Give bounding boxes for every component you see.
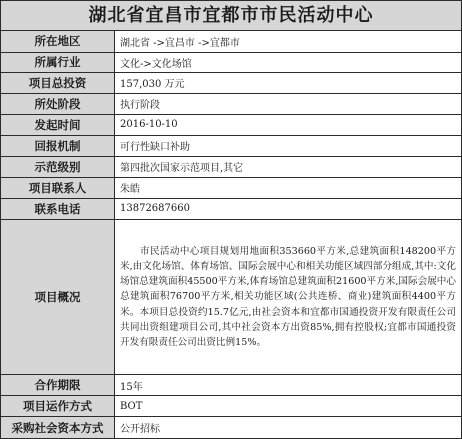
value-operation-mode: BOT [115,396,462,417]
value-region: 湖北省 ->宜昌市 ->宜都市 [115,31,462,52]
row-contact [1,177,461,198]
label-demo-level: 示范级别 [1,156,115,177]
label-operation-mode: 项目运作方式 [1,396,115,417]
label-procurement: 采购社会资本方式 [1,417,115,438]
value-industry: 文化->文化场馆 [115,52,462,72]
label-stage: 所处阶段 [1,93,115,114]
label-phone: 联系电话 [1,198,115,219]
page-title: 湖北省宜昌市宜都市市民活动中心 [1,1,461,31]
row-stage [1,93,461,114]
value-procurement: 公开招标 [115,417,462,438]
label-term: 合作期限 [1,375,115,396]
value-total-investment: 157,030 万元 [115,72,462,93]
value-term: 15年 [115,375,462,396]
label-return-mechanism: 回报机制 [1,135,115,156]
project-info-table [1,31,461,438]
row-industry [1,52,461,72]
value-start-date: 2016-10-10 [115,114,462,135]
value-contact: 朱皓 [115,177,462,198]
row-term [1,375,461,396]
row-overview [1,219,461,375]
label-region: 所在地区 [1,31,115,52]
row-procurement [1,417,461,438]
value-phone: 13872687660 [115,198,462,219]
value-demo-level: 第四批次国家示范项目,其它 [115,156,462,177]
row-start-date [1,114,461,135]
value-stage: 执行阶段 [115,93,462,114]
label-start-date: 发起时间 [1,114,115,135]
row-demo-level [1,156,461,177]
label-contact: 项目联系人 [1,177,115,198]
label-industry: 所属行业 [1,52,115,72]
value-overview: 市民活动中心项目规划用地面积353660平方米,总建筑面积148200平方米,由文化场馆、体育场馆、国际会展中心和相关功能区域四部分组成,其中:文化场馆总建筑面积45500平方米,体育场馆总建筑面积21600平方米,国际会展中心总建筑面积76700平方米,相关功能区域(公共连桥、商业)建筑面积4400平方米。本项目总投资约15.7亿元,由社会资本和宜都市国通投资开发有限责任公司共同出资组建项目公司,其中社会资本方出资85%,拥有控股权;宜都市国通投资开发有限责任公司出资比例15%。 [115,219,462,375]
row-phone [1,198,461,219]
label-overview: 项目概况 [1,219,115,375]
row-region [1,31,461,52]
row-total-investment [1,72,461,93]
row-return-mechanism [1,135,461,156]
row-operation-mode [1,396,461,417]
label-total-investment: 项目总投资 [1,72,115,93]
value-return-mechanism: 可行性缺口补助 [115,135,462,156]
